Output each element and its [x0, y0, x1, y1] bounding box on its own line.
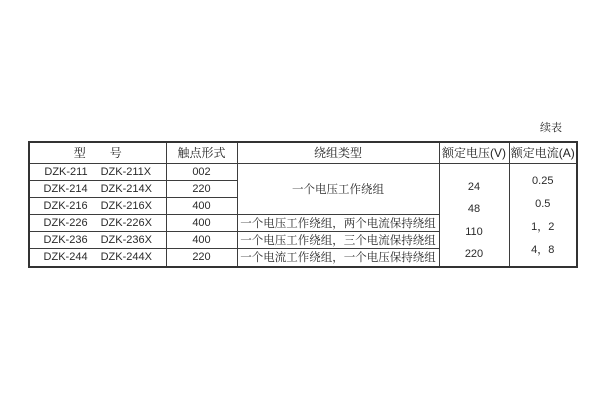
table-row: [29, 163, 577, 180]
model-cell: [29, 163, 166, 180]
contact-form-cell: 400: [166, 197, 237, 214]
relay-spec-table: [28, 141, 578, 268]
winding-type-cell: 一个电流工作绕组，一个电压保持绕组: [237, 249, 439, 267]
model-number: DZK-226: [43, 217, 88, 230]
contact-form-cell: 220: [166, 180, 237, 197]
rated-voltage-merged-cell: [439, 163, 509, 267]
header-rated-voltage: 额定电压(V): [439, 142, 509, 163]
current-value: 4，8: [531, 243, 555, 256]
model-number: DZK-211: [44, 165, 88, 178]
model-cell: [29, 249, 166, 267]
voltage-value: 24: [467, 180, 481, 193]
header-model: 型 号: [29, 142, 166, 163]
model-number: DZK-236: [43, 234, 88, 247]
model-number-x: DZK-214X: [100, 182, 152, 195]
model-cell: [29, 214, 166, 231]
voltage-value: 48: [467, 203, 481, 216]
model-number: DZK-244: [43, 251, 88, 264]
contact-form-cell: 220: [166, 249, 237, 267]
continued-table-label: 续表: [540, 122, 562, 134]
header-winding-type: 绕组类型: [237, 142, 439, 163]
model-number-x: DZK-226X: [100, 217, 152, 230]
model-cell: [29, 232, 166, 249]
current-value: 0.25: [532, 174, 554, 187]
model-cell: [29, 197, 166, 214]
current-value: 0.5: [535, 197, 551, 210]
winding-type-cell: 一个电压工作绕组，三个电流保持绕组: [237, 232, 439, 249]
header-rated-current: 额定电流(A): [509, 142, 577, 163]
model-number-x: DZK-216X: [100, 199, 152, 212]
contact-form-cell: 002: [166, 163, 237, 180]
model-number-x: DZK-236X: [100, 234, 152, 247]
contact-form-cell: 400: [166, 232, 237, 249]
model-number-x: DZK-244X: [100, 251, 152, 264]
contact-form-cell: 400: [166, 214, 237, 231]
header-contact-form: 触点形式: [166, 142, 237, 163]
table-header-row: [29, 142, 577, 163]
current-value: 1，2: [531, 220, 555, 233]
model-number: DZK-216: [43, 199, 88, 212]
winding-type-merged-cell: 一个电压工作绕组: [237, 163, 439, 214]
voltage-value: 220: [464, 248, 484, 261]
voltage-value: 110: [465, 225, 483, 238]
model-number: DZK-214: [43, 182, 88, 195]
model-number-x: DZK-211X: [100, 165, 152, 178]
model-cell: [29, 180, 166, 197]
winding-type-cell: 一个电压工作绕组，两个电流保持绕组: [237, 214, 439, 231]
rated-current-merged-cell: [509, 163, 577, 267]
